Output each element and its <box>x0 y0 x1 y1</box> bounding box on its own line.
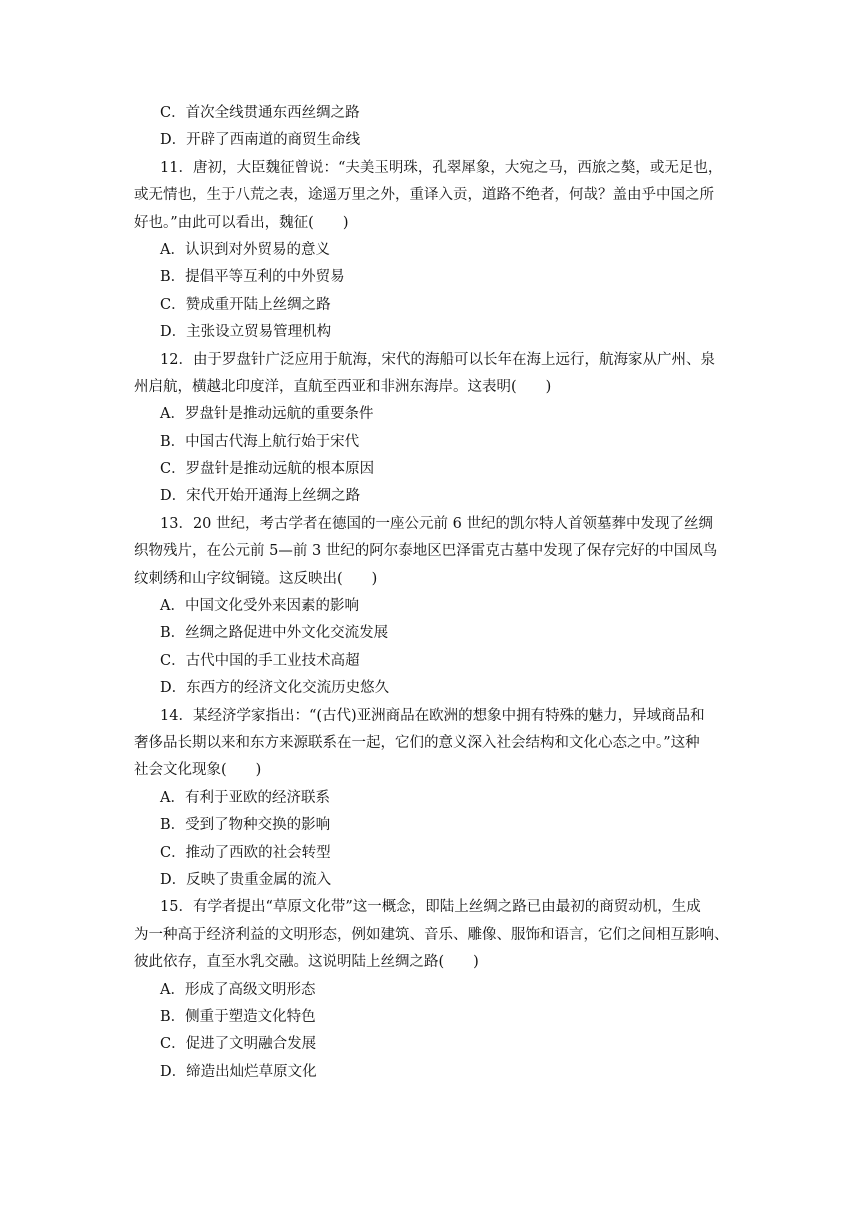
option-line: C．推动了西欧的社会转型 <box>160 844 331 861</box>
option-line: A．罗盘针是推动远航的重要条件 <box>160 406 374 423</box>
question-text-continuation: 奢侈品长期以来和东方来源联系在一起，它们的意义深入社会结构和文化心态之中。”这种 <box>134 734 700 751</box>
option-line: D．宋代开始开通海上丝绸之路 <box>160 488 361 505</box>
option-line: A．中国文化受外来因素的影响 <box>160 598 359 615</box>
option-line: A．认识到对外贸易的意义 <box>160 241 330 258</box>
option-line: C．首次全线贯通东西丝绸之路 <box>160 105 360 121</box>
option-line: B．丝绸之路促进中外文化交流发展 <box>160 625 389 642</box>
option-line: C．赞成重开陆上丝绸之路 <box>160 296 331 313</box>
option-line: C．罗盘针是推动远航的根本原因 <box>160 461 375 478</box>
question-12-stem: 12．由于罗盘针广泛应用于航海，宋代的海船可以长年在海上远行，航海家从广州、泉 <box>160 351 715 368</box>
question-text-continuation: 州启航，横越北印度洋，直航至西亚和非洲东海岸。这表明( ) <box>134 378 552 395</box>
question-text-continuation: 为一种高于经济利益的文明形态，例如建筑、音乐、雕像、服饰和语言，它们之间相互影响、 <box>134 926 729 943</box>
question-15-stem: 15．有学者提出“草原文化带”这一概念，即陆上丝绸之路已由最初的商贸动机，生成 <box>160 899 701 916</box>
question-13-stem: 13．20 世纪，考古学者在德国的一座公元前 6 世纪的凯尔特人首领墓葬中发现了丝绸 <box>160 515 713 532</box>
option-line: D．开辟了西南道的商贸生命线 <box>160 132 361 149</box>
question-text-continuation: 织物残片，在公元前 5—前 3 世纪的阿尔泰地区巴泽雷克古墓中发现了保存完好的中国凤鸟 <box>134 543 718 560</box>
option-line: A．形成了高级文明形态 <box>160 981 316 998</box>
question-text-block <box>134 100 734 1086</box>
option-line: B．受到了物种交换的影响 <box>160 817 331 834</box>
option-line: D．东西方的经济文化交流历史悠久 <box>160 680 390 697</box>
option-line: B．侧重于塑造文化特色 <box>160 1008 316 1025</box>
option-line: D．主张设立贸易管理机构 <box>160 324 332 341</box>
option-line: C．促进了文明融合发展 <box>160 1036 317 1053</box>
question-text-continuation: 好也。”由此可以看出，魏征( ) <box>134 214 349 231</box>
question-11-stem: 11．唐初，大臣魏征曾说：“夫美玉明珠，孔翠犀象，大宛之马，西旅之獒，或无足也， <box>160 159 723 176</box>
option-line: C．古代中国的手工业技术高超 <box>160 652 360 669</box>
question-14-stem: 14．某经济学家指出：“(古代)亚洲商品在欧洲的想象中拥有特殊的魅力，异域商品和 <box>160 707 705 724</box>
option-line: A．有利于亚欧的经济联系 <box>160 789 330 806</box>
option-line: B．中国古代海上航行始于宋代 <box>160 433 360 450</box>
question-text-continuation: 纹刺绣和山字纹铜镜。这反映出( ) <box>134 570 378 587</box>
option-line: B．提倡平等互利的中外贸易 <box>160 269 345 286</box>
option-line: D．缔造出灿烂草原文化 <box>160 1063 317 1080</box>
option-line: D．反映了贵重金属的流入 <box>160 871 332 888</box>
question-text-continuation: 或无情也，生于八荒之表，途遥万里之外，重译入贡，道路不绝者，何哉？盖由乎中国之所 <box>134 187 714 204</box>
question-text-continuation: 社会文化现象( ) <box>134 762 262 779</box>
question-text-continuation: 彼此依存，直至水乳交融。这说明陆上丝绸之路( ) <box>134 954 479 971</box>
